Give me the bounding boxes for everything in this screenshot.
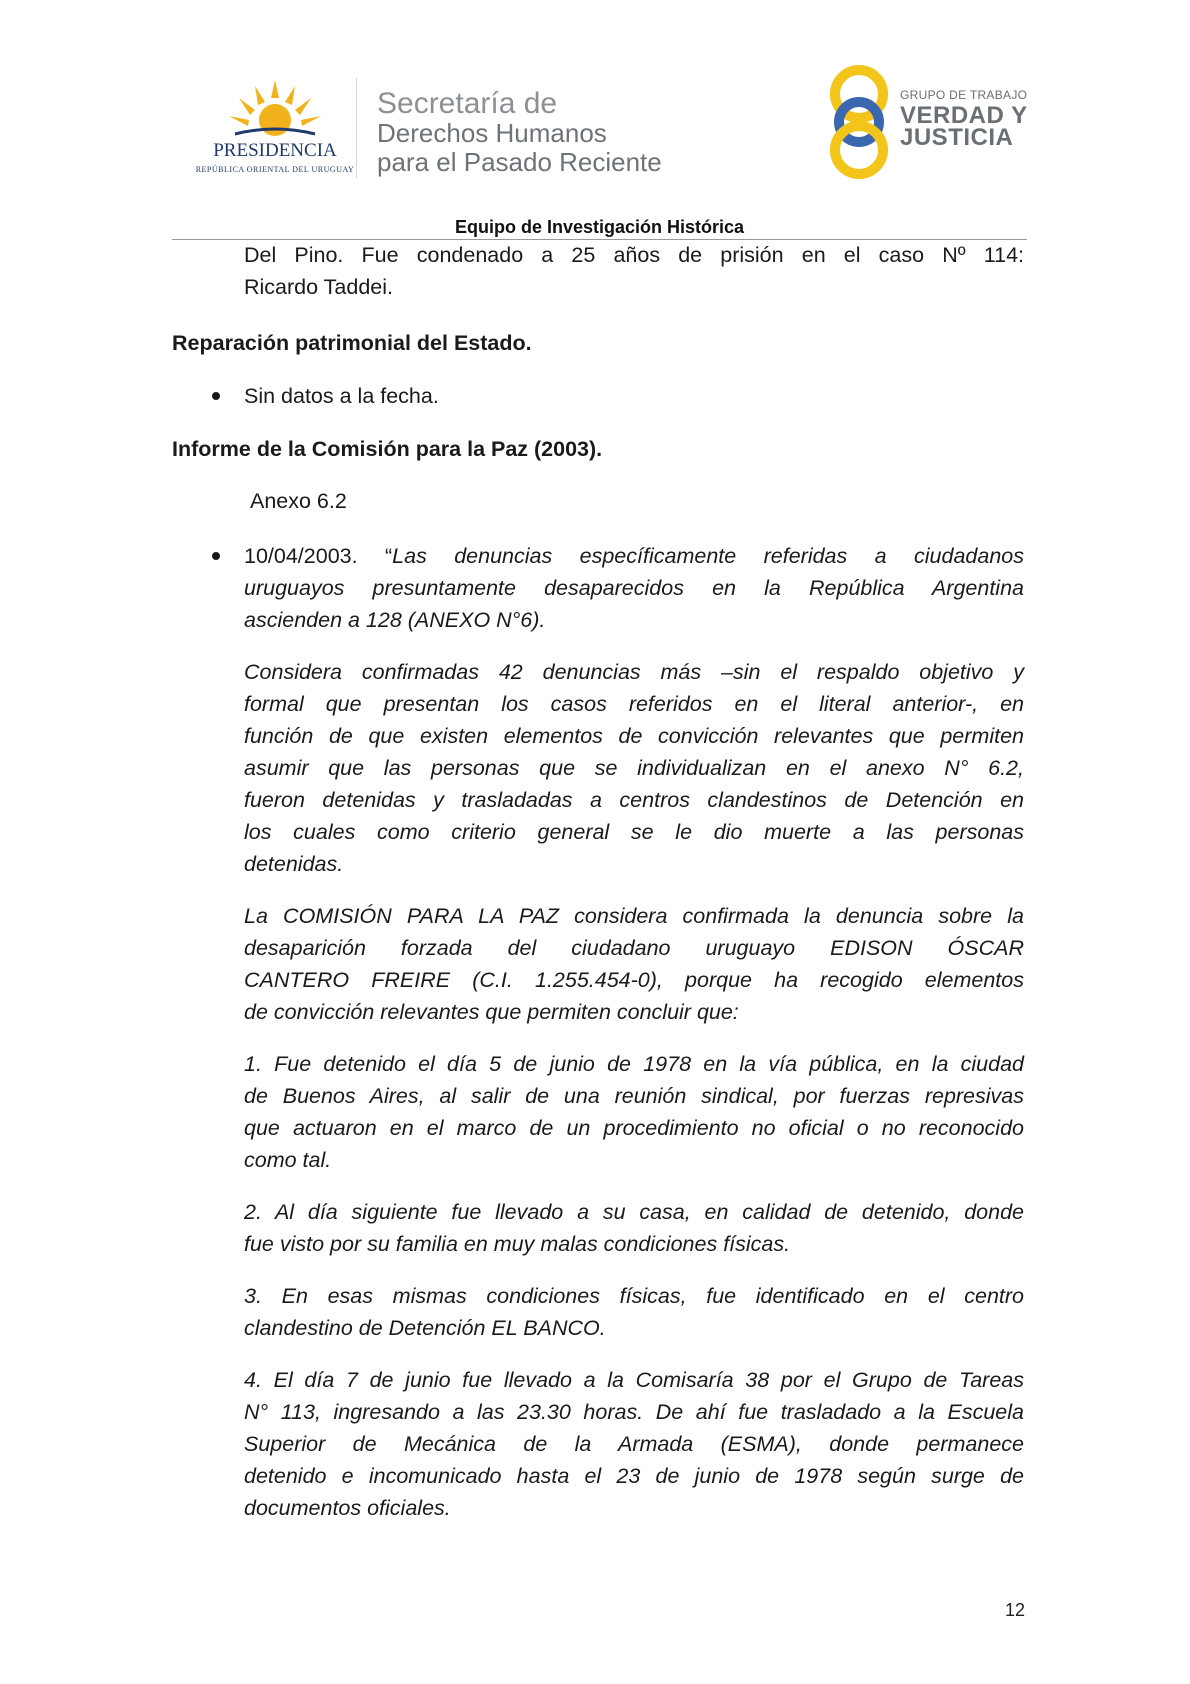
item2-line1: 2. Al día siguiente fue llevado a su casa, en calidad de detenido, donde	[244, 1200, 1024, 1224]
item4-line5: documentos oficiales.	[244, 1496, 451, 1520]
secretaria-line1: Secretaría de	[377, 87, 558, 120]
quote-p2-line1: Considera confirmadas 42 denuncias más –sin el respaldo objetivo y	[244, 660, 1024, 684]
heading-reparacion: Reparación patrimonial del Estado.	[172, 331, 532, 355]
bullet-marker	[212, 552, 220, 560]
item3-line2: clandestino de Detención EL BANCO.	[244, 1316, 606, 1340]
secretaria-logo-text	[377, 88, 662, 177]
quote-p1-line1	[244, 540, 1024, 572]
secretaria-line3: para el Pasado Reciente	[377, 147, 662, 177]
continuation-line-2: Ricardo Taddei.	[244, 275, 393, 299]
sun-icon	[195, 78, 355, 140]
logo-divider	[356, 78, 357, 178]
item3-line1: 3. En esas mismas condiciones físicas, fue identificado en el centro	[244, 1284, 1024, 1308]
item1-line4: como tal.	[244, 1148, 332, 1172]
quote-p1-l1: Las denuncias específicamente referidas a ciudadanos	[392, 544, 1024, 568]
item1-line1: 1. Fue detenido el día 5 de junio de 1978 en la vía pública, en la ciudad	[244, 1052, 1024, 1076]
page-number: 12	[1005, 1600, 1026, 1620]
heading-informe: Informe de la Comisión para la Paz (2003).	[172, 437, 603, 461]
quote-p1-line3: ascienden a 128 (ANEXO N°6).	[244, 608, 546, 632]
entry-date: 10/04/2003. “	[244, 544, 393, 568]
bullet-marker	[212, 392, 220, 400]
item4-line4: detenido e incomunicado hasta el 23 de junio de 1978 según surge de	[244, 1464, 1024, 1488]
grupo-trabajo-label: GRUPO DE TRABAJO	[900, 88, 1028, 102]
rings-icon	[825, 60, 895, 185]
item1-line3: que actuaron en el marco de un procedimiento no oficial o no reconocido	[244, 1116, 1024, 1140]
quote-p2-line4: asumir que las personas que se individualizan en el anexo N° 6.2,	[244, 756, 1024, 780]
quote-p3-line3: CANTERO FREIRE (C.I. 1.255.454-0), porque ha recogido elementos	[244, 968, 1024, 992]
item4-line3: Superior de Mecánica de la Armada (ESMA), donde permanece	[244, 1432, 1024, 1456]
quote-p2-line3: función de que existen elementos de convicción relevantes que permiten	[244, 724, 1024, 748]
presidencia-name: PRESIDENCIA	[213, 140, 337, 161]
quote-p3-line2: desaparición forzada del ciudadano uruguayo EDISON ÓSCAR	[244, 936, 1024, 960]
item2-line2: fue visto por su familia en muy malas condiciones físicas.	[244, 1232, 791, 1256]
document-header	[0, 0, 1190, 240]
secretaria-line2: Derechos Humanos	[377, 118, 607, 148]
continuation-line-1: Del Pino. Fue condenado a 25 años de prisión en el caso Nº 114:	[244, 243, 1024, 267]
quote-p1-line2: uruguayos presuntamente desaparecidos en la República Argentina	[244, 576, 1024, 600]
item4-line2: N° 113, ingresando a las 23.30 horas. De ahí fue trasladado a la Escuela	[244, 1400, 1024, 1424]
verdad-justicia-logo	[825, 60, 1035, 185]
quote-p2-line6: los cuales como criterio general se le dio muerte a las personas	[244, 820, 1024, 844]
quote-p3-line4: de convicción relevantes que permiten concluir que:	[244, 1000, 739, 1024]
presidencia-subtitle: REPÚBLICA ORIENTAL DEL URUGUAY	[195, 165, 355, 174]
presidencia-logo	[195, 78, 355, 178]
anexo-label: Anexo 6.2	[250, 489, 347, 513]
team-title: Equipo de Investigación Histórica	[454, 217, 745, 237]
item1-line2: de Buenos Aires, al salir de una reunión sindical, por fuerzas represivas	[244, 1084, 1024, 1108]
justicia-label: JUSTICIA	[900, 124, 1014, 151]
quote-p2-line2: formal que presentan los casos referidos en el literal anterior-, en	[244, 692, 1024, 716]
quote-p2-line7: detenidas.	[244, 852, 344, 876]
verdad-label: VERDAD Y	[900, 102, 1028, 129]
item4-line1: 4. El día 7 de junio fue llevado a la Comisaría 38 por el Grupo de Tareas	[244, 1368, 1024, 1392]
quote-p2-line5: fueron detenidas y trasladadas a centros clandestinos de Detención en	[244, 788, 1024, 812]
bullet-sin-datos: Sin datos a la fecha.	[244, 384, 439, 408]
quote-p3-line1: La COMISIÓN PARA LA PAZ considera confirmada la denuncia sobre la	[244, 904, 1024, 928]
